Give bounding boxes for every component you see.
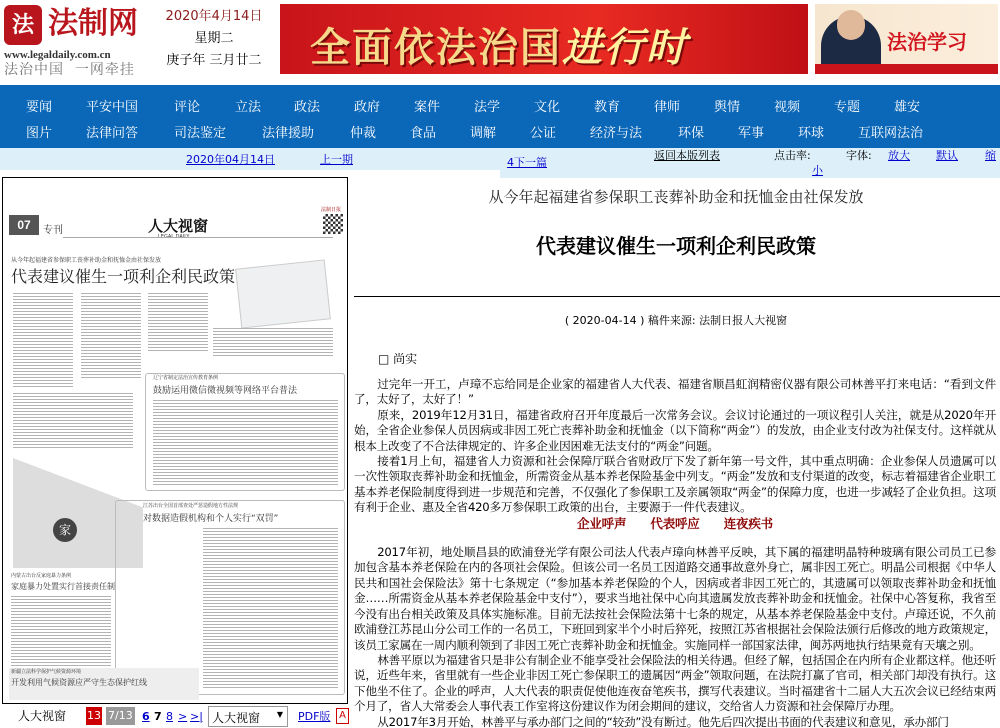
nav-item[interactable]: 政府 — [354, 100, 381, 115]
lunar-date: 庚子年 三月廿二 — [166, 53, 262, 68]
banner-text-script: 进行时 — [562, 24, 688, 71]
next-page-link[interactable]: > — [178, 710, 188, 723]
nav-item[interactable]: 律师 — [654, 100, 681, 115]
logo-slogan: 法治中国 一网牵挂 — [4, 62, 135, 78]
prev-issue-link[interactable]: 上一期 — [320, 153, 353, 166]
story2-title: 鼓励运用微信微视频等网络平台普法 — [153, 386, 298, 396]
story3-kicker: 内蒙古出台反家庭暴力条例 — [11, 573, 72, 579]
page-pager — [0, 705, 360, 728]
study-banner[interactable] — [815, 4, 998, 74]
article — [352, 178, 1000, 728]
section-label: 专刊 — [43, 225, 63, 236]
current-date: 2020年4月14日 — [165, 9, 263, 24]
newspaper-page-thumbnail[interactable] — [2, 177, 348, 704]
story4-kicker: 江苏出台全国首部查处严惩造假地方性法规 — [143, 503, 239, 509]
nav-item[interactable]: 法律援助 — [262, 126, 315, 141]
masthead: 人大视窗 — [148, 217, 209, 235]
pdf-icon[interactable]: A — [336, 708, 349, 724]
font-smaller-link-wrap[interactable]: 小 — [812, 164, 823, 177]
thumb-headline: 代表建议催生一项利企利民政策 — [11, 267, 236, 286]
nav-item[interactable]: 环保 — [678, 126, 705, 141]
page-6-link[interactable]: 6 — [142, 710, 150, 723]
last-page-link[interactable]: >| — [190, 710, 203, 723]
font-smaller-link[interactable]: 缩 — [985, 149, 996, 162]
article-subtitle: 从今年起福建省参保职工丧葬补助金和抚恤金由社保发放 — [488, 188, 864, 206]
toolbar-left — [0, 148, 500, 170]
nav-item[interactable]: 法学 — [474, 100, 501, 115]
qr-code-icon — [323, 214, 343, 234]
nav-row-1 — [0, 96, 1000, 116]
page-number-badge: 07 — [9, 215, 39, 235]
nav-item[interactable]: 仲裁 — [350, 126, 377, 141]
nav-item[interactable]: 文化 — [534, 100, 561, 115]
nav-item[interactable]: 军事 — [738, 126, 765, 141]
nav-item[interactable]: 舆情 — [714, 100, 741, 115]
nav-item[interactable]: 要闻 — [26, 100, 53, 115]
banner-text: 全面依法治国 — [310, 24, 562, 71]
banner2-text: 法治学习 — [887, 30, 967, 54]
paragraph: 林善平原以为福建省只是非公有制企业不能享受社会保险法的相关待遇。但经了解，包括国企在内所有企业都这样。他还听说，近些年来，省里就有一些企业非因工死亡参保职工的遗属因“两金”领取问题，在法院打赢了官司，相关部门却没有执行。这下他坐不住了。企业的呼声，人大代表的职责促使他连夜奋笔疾书，撰写代表建议。当时福建省十二届人大五次会议已经结束两个月了，省人大常委会人事代表工作室将这份建议作为闭会期间的建议，交给省人力资源和社会保障厅办理。 — [354, 652, 996, 714]
nav-item[interactable]: 互联网法治 — [858, 126, 924, 141]
total-pages: 13 — [86, 707, 102, 725]
nav-item[interactable]: 司法鉴定 — [174, 126, 227, 141]
section-select-value: 人大视窗 — [212, 711, 261, 725]
font-default-link[interactable]: 默认 — [936, 149, 958, 162]
nav-item[interactable]: 公证 — [530, 126, 557, 141]
rule-of-law-banner[interactable] — [280, 4, 808, 74]
nav-item[interactable]: 教育 — [594, 100, 621, 115]
paragraph: 2017年初，地处顺昌县的欧浦登光学有限公司法人代表卢璋向林善平反映，其下属的福建明晶特种玻璃有限公司员工已参加包含基本养老保险在内的各项社会保险。但该公司一名员工因道路交通事故意外身亡，属非因工死亡。明晶公司根据《中华人民共和国社会保险法》第十七条规定（“参加基本养老保险的个人，因病或者非因工死亡的，其遗属可以领取丧葬补助金和抚恤金……所需资金从基本养老保险基金中支付”），要求当地社保中心向其遗属发放丧葬补助金和抚恤金。社保中心答复称，我省至今没有出台相关政策及具体实施标准。目前无法按社会保险法第十七条的规定，从基本养老保险基金中支付。卢璋还说，不久前欧浦登江苏昆山分公司工作的一名员工，下班回到家半个小时后猝死，按照江苏省根据社会保险法颁行后修改的地方政策规定，该员工家属在一周内顺利领到了非因工死亡丧葬补助金和抚恤金。实施同样一部国家法律，闽苏两地执行结果竟有天壤之别。 — [354, 545, 996, 652]
next-article-link[interactable]: 4下一篇 — [507, 156, 547, 169]
story2-kicker: 辽宁省制定法治宣传教育条例 — [153, 375, 219, 381]
main-nav — [0, 85, 1000, 148]
font-size-label: 字体: — [846, 149, 872, 162]
site-logo[interactable] — [2, 3, 146, 78]
story3-title: 家庭暴力处置实行首接责任制 — [11, 582, 115, 591]
banner2-ribbon — [815, 64, 998, 74]
logo-name: 法制网 — [48, 6, 138, 41]
article-author: □ 尚实 — [378, 352, 418, 366]
masthead-en: LEGAL DAILY — [158, 234, 190, 240]
date-box — [150, 6, 278, 72]
paragraph: 过完年一开工，卢璋不忘给同是企业家的福建省人大代表、福建省顺昌虹润精密仪器有限公司林善平打来电话：“看到文件了，太好了，太好了！” — [354, 377, 996, 407]
story5-title: 开发利用气候资源应严守生态保护红线 — [11, 678, 147, 687]
image-label: 家 — [53, 518, 77, 542]
story4-title: 对数据造假机构和个人实行“双罚” — [143, 514, 279, 524]
nav-item[interactable]: 专题 — [834, 100, 861, 115]
pdf-link[interactable]: PDF版 — [298, 710, 331, 723]
weekday: 星期二 — [194, 31, 234, 46]
nav-item[interactable]: 经济与法 — [590, 126, 643, 141]
nav-item[interactable]: 立法 — [235, 100, 262, 115]
article-body — [354, 377, 996, 728]
nav-item[interactable]: 食品 — [410, 126, 437, 141]
logo-url: www.legaldaily.com.cn — [4, 49, 111, 61]
section-select[interactable] — [208, 706, 288, 727]
logo-seal: 法 — [4, 5, 42, 45]
paragraph: 从2017年3月开始，林善平与承办部门之间的“较劲”没有断过。他先后四次提出书面的代表建议和意见，承办部门 — [377, 714, 949, 728]
nav-item[interactable]: 平安中国 — [86, 100, 139, 115]
paper-logo: 法制日报 — [321, 207, 342, 213]
nav-row-2 — [0, 122, 1000, 142]
document-illustration — [235, 259, 331, 328]
story5-kicker: 新疆立法科学保护气候资源环境 — [11, 669, 82, 675]
paragraph: 原来，2019年12月31日，福建省政府召开年度最后一次常务会议。会议讨论通过的一项议程引人关注，就是从2020年开始，全省企业参保人员因病或非因工死亡丧葬补助金和抚恤金（以下简称“两金”）的发放，由企业支付改为社保支付。这样就从根本上改变了不合法律规定的、许多企业因困难无法支付的“两金”问题。 — [354, 407, 996, 453]
current-page: 7/13 — [106, 707, 135, 725]
nav-item[interactable]: 环球 — [798, 126, 825, 141]
title-divider — [354, 296, 1000, 297]
back-to-list-link[interactable]: 返回本版列表 — [654, 149, 720, 162]
nav-item[interactable]: 图片 — [26, 126, 53, 141]
nav-item[interactable]: 调解 — [470, 126, 497, 141]
page-7-current: 7 — [154, 710, 162, 723]
nav-item[interactable]: 视频 — [774, 100, 801, 115]
nav-item[interactable]: 评论 — [174, 100, 201, 115]
article-meta: ( 2020-04-14 ) 稿件来源: 法制日报人大视窗 — [564, 314, 788, 327]
nav-item[interactable]: 政法 — [294, 100, 321, 115]
section-heading: 企业呼声 代表呼应 连夜疾书 — [577, 515, 773, 531]
chevron-down-icon: ▼ — [276, 710, 283, 719]
click-rate-label: 点击率: — [774, 149, 811, 162]
nav-item[interactable]: 案件 — [414, 100, 441, 115]
article-title: 代表建议催生一项利企利民政策 — [536, 234, 816, 258]
page-8-link[interactable]: 8 — [166, 710, 173, 723]
issue-date-link[interactable]: 2020年04月14日 — [186, 153, 275, 166]
section-name: 人大视窗 — [18, 709, 67, 723]
nav-item[interactable]: 雄安 — [894, 100, 921, 115]
paragraph: 接着1月上旬，福建省人力资源和社会保障厅联合省财政厅下发了新年第一号文件，其中重点明确：企业参保人员遗属可以一次性领取丧葬补助金和抚恤金，所需资金从基本养老保险基金中列支。“两金”发放和支付渠道的改变，标志着福建省企业职工基本养老保险制度得到进一步规范和完善，不仅强化了参保职工及亲属领取“两金”的保障力度，也进一步减轻了企业负担。这项有利于企业、惠及全省420多万参保职工政策的出台，主要源于一件代表建议。 — [354, 454, 996, 515]
toolbar-right — [500, 148, 1000, 178]
thumb-kicker: 从今年起福建省参保职工丧葬补助金和抚恤金由社保发放 — [11, 257, 162, 264]
font-larger-link[interactable]: 放大 — [888, 149, 910, 162]
nav-item[interactable]: 法律问答 — [86, 126, 139, 141]
